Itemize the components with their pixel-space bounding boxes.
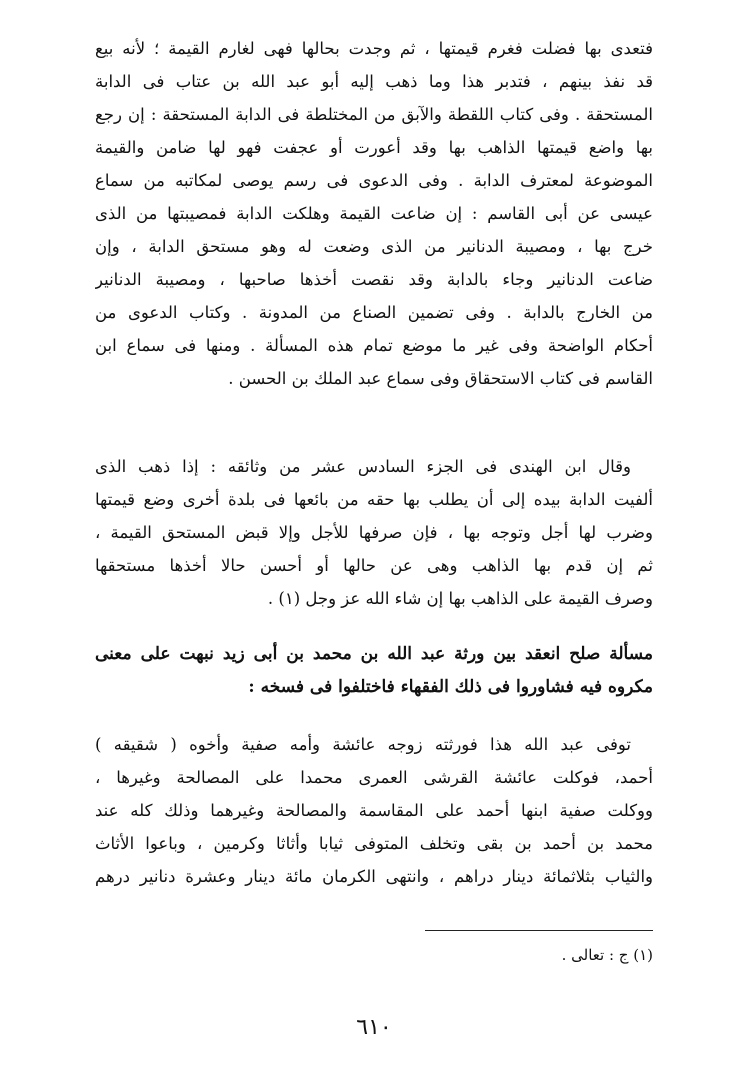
paragraph-3 <box>95 728 653 893</box>
text-line: ووكلت صفية ابنها أحمد على المقاسمة والمصالحة وغيرهما وذلك كله عند <box>95 801 653 820</box>
text-line: بها واضع قيمتها الذاهب بها وقد أعورت أو عجفت فهو لها ضامن والقيمة <box>95 138 653 157</box>
text-line: محمد بن أحمد بن بقى وتخلف المتوفى ثيابا وأثاثا وكرمين ، وباعوا الأثاث <box>95 834 653 853</box>
section-heading <box>95 638 653 704</box>
text-line: القاسم فى كتاب الاستحقاق وفى سماع عبد الملك بن الحسن . <box>228 369 653 388</box>
page-number: ٦١٠ <box>356 1015 392 1040</box>
text-line: ضاعت الدنانير وجاء بالدابة وقد نقصت أخذها صاحبها ، ومصيبة الدنانير <box>95 270 653 289</box>
text-line: المستحقة . وفى كتاب اللقطة والآبق من المختلطة فى الدابة المستحقة : إن رجع <box>95 105 653 124</box>
footnote-divider <box>425 930 653 931</box>
text-line: ألفيت الدابة بيده إلى أن يطلب بها حقه من بائعها فى بلدة أخرى وضع قيمتها <box>95 490 653 509</box>
text-line: ثم إن قدم بها الذاهب وهى عن حالها أو أحسن حالا أخذها مستحقها <box>95 556 653 575</box>
footnote: (١) ج : تعالى . <box>561 946 653 964</box>
text-line: الموضوعة لمعترف الدابة . وفى الدعوى فى رسم يوصى لمكاتبه من سماع <box>95 171 653 190</box>
text-line: وقال ابن الهندى فى الجزء السادس عشر من وثائقه : إذا ذهب الذى <box>95 457 631 476</box>
text-line: توفى عبد الله هذا فورثته زوجه عائشة وأمه صفية وأخوه ( شقيقه ) <box>95 735 631 754</box>
heading-line: مكروه فيه فشاوروا فى ذلك الفقهاء فاختلفوا فى فسخه : <box>248 677 653 697</box>
text-line: وضرب لها أجل وتوجه بها ، فإن صرفها للأجل وإلا قبض المستحق القيمة ، <box>95 523 653 542</box>
text-line: أحمد، فوكلت عائشة القرشى العمرى محمدا على المصالحة وغيرها ، <box>95 768 653 787</box>
footnote-reference-line: وصرف القيمة على الذاهب بها إن شاء الله عز وجل (١) . <box>267 589 653 608</box>
text-line: والثياب بثلاثمائة دينار دراهم ، وانتهى الكرمان مائة دينار وعشرة دنانير درهم <box>95 867 653 886</box>
text-line: أحكام الواضحة وفى غير ما موضع تمام هذه المسألة . ومنها فى سماع ابن <box>95 336 653 355</box>
text-line: فتعدى بها فضلت فغرم قيمتها ، ثم وجدت بحالها فهى لغارم القيمة ؛ لأنه بيع <box>95 39 653 58</box>
text-line: خرج بها ، ومصيبة الدنانير من الذى وضعت له وهو مستحق الدابة ، وإن <box>95 237 653 256</box>
text-line: قد نفذ بينهم ، فتدبر هذا وما ذهب إليه أبو عبد الله بن عتاب فى الدابة <box>95 72 653 91</box>
text-line: عيسى عن أبى القاسم : إن ضاعت القيمة وهلكت الدابة فمصيبتها من الذى <box>95 204 653 223</box>
text-line: من الخارج بالدابة . وفى تضمين الصناع من المدونة . وكتاب الدعوى من <box>95 303 653 322</box>
paragraph-1 <box>95 32 653 395</box>
paragraph-2 <box>95 450 653 615</box>
heading-line: مسألة صلح انعقد بين ورثة عبد الله بن محمد بن أبى زيد نبهت على معنى <box>95 644 653 664</box>
